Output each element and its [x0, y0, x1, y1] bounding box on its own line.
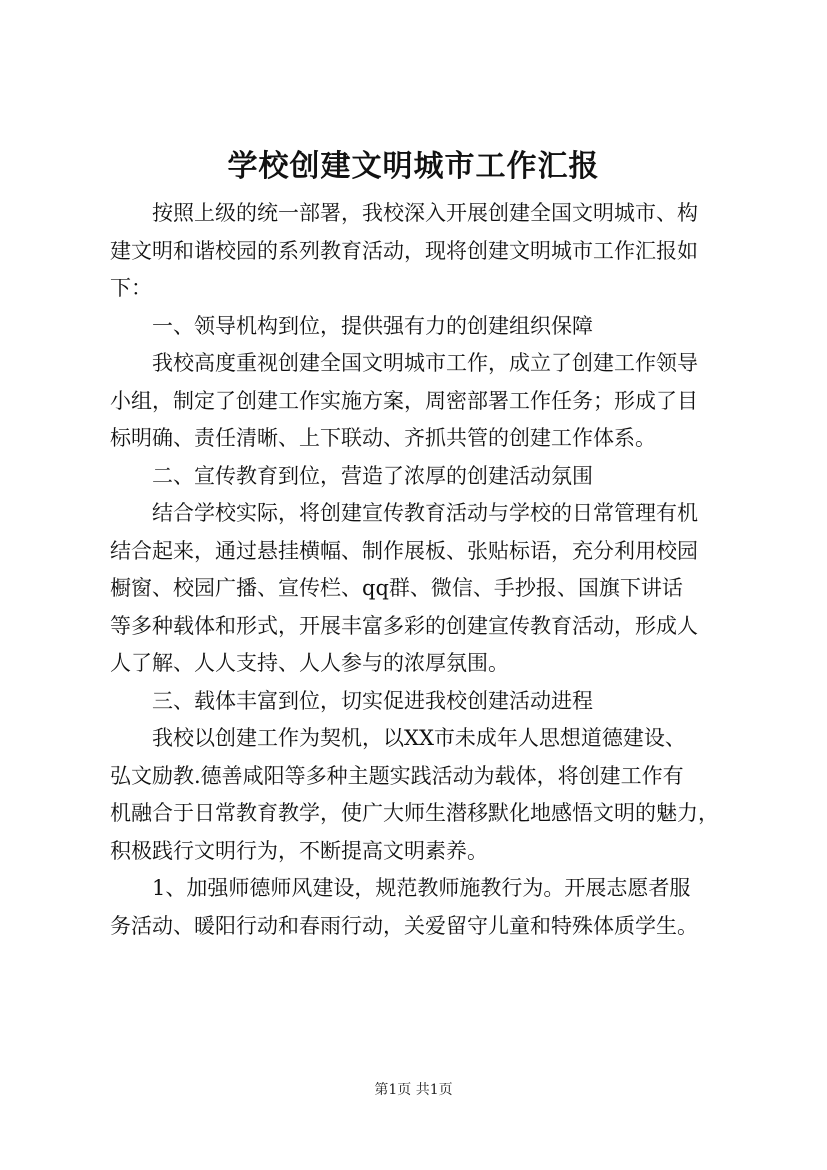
- paragraph-line: 标明确、责任清晰、上下联动、齐抓共管的创建工作体系。: [110, 426, 656, 450]
- paragraph-line: 我校高度重视创建全国文明城市工作，成立了创建工作领导: [152, 351, 698, 375]
- paragraph-line: 1、加强师德师风建设，规范教师施教行为。开展志愿者服: [152, 876, 691, 900]
- paragraph-line: 下：: [110, 276, 152, 300]
- page-footer: 第1页 共1页: [374, 1082, 453, 1098]
- paragraph-line: 小组，制定了创建工作实施方案，周密部署工作任务；形成了目: [110, 388, 698, 413]
- paragraph-line: 结合起来，通过悬挂横幅、制作展板、张贴标语，充分利用校园: [110, 538, 698, 563]
- paragraph-line: 按照上级的统一部署，我校深入开展创建全国文明城市、构: [152, 201, 698, 225]
- section-heading: 二、宣传教育到位，营造了浓厚的创建活动氛围: [152, 463, 593, 488]
- document-body: [110, 195, 730, 945]
- paragraph-line: 结合学校实际，将创建宣传教育活动与学校的日常管理有机: [152, 501, 698, 525]
- paragraph-line: 橱窗、校园广播、宣传栏、qq群、微信、手抄报、国旗下讲话: [110, 576, 683, 600]
- paragraph-line: 务活动、暖阳行动和春雨行动，关爱留守儿童和特殊体质学生。: [110, 913, 698, 938]
- paragraph-line: 弘文励教.德善咸阳等多种主题实践活动为载体，将创建工作有: [110, 763, 684, 788]
- paragraph-line: 等多种载体和形式，开展丰富多彩的创建宣传教育活动，形成人: [110, 613, 698, 638]
- paragraph-line: 人了解、人人支持、人人参与的浓厚氛围。: [110, 651, 509, 675]
- section-heading: 三、载体丰富到位，切实促进我校创建活动进程: [152, 688, 593, 713]
- document-title: 学校创建文明城市工作汇报: [227, 149, 600, 184]
- paragraph-line: 我校以创建工作为契机，以XX市未成年人思想道德建设、: [152, 726, 686, 750]
- section-heading: 一、领导机构到位，提供强有力的创建组织保障: [152, 313, 593, 338]
- paragraph-line: 机融合于日常教育教学，使广大师生潜移默化地感悟文明的魅力，: [110, 801, 719, 825]
- paragraph-line: 建文明和谐校园的系列教育活动，现将创建文明城市工作汇报如: [110, 238, 698, 263]
- paragraph-line: 积极践行文明行为，不断提高文明素养。: [110, 838, 488, 863]
